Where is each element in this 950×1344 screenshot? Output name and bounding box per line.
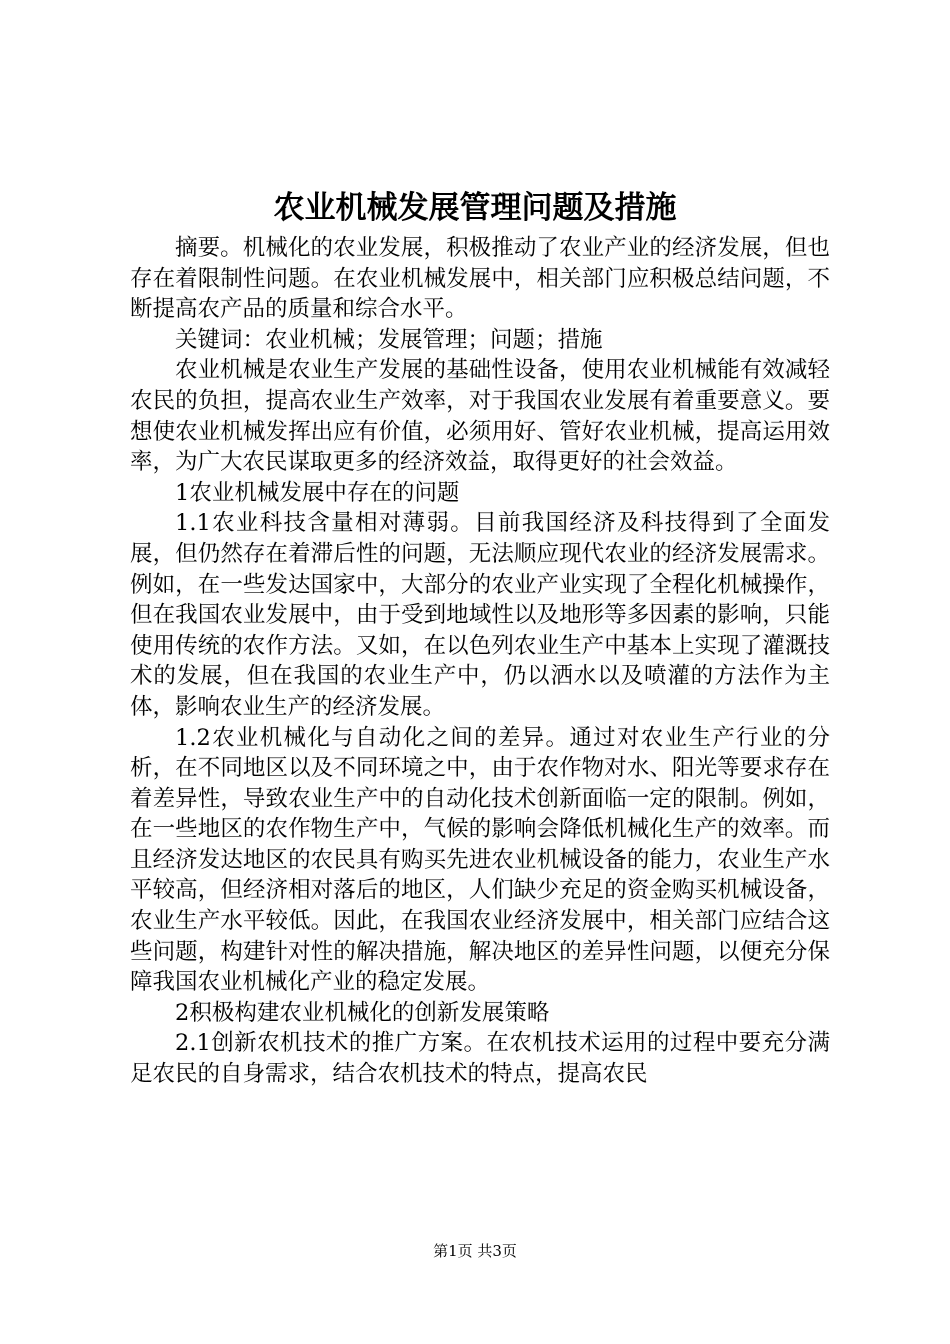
section-heading-2: 2积极构建农业机械化的创新发展策略 [175,999,550,1026]
keywords-paragraph: 关键词：农业机械；发展管理；问题；措施 [175,326,603,353]
page-number-footer: 第1页 共3页 [433,1242,517,1260]
document-body [130,233,830,1090]
page-title: 农业机械发展管理问题及措施 [273,190,677,226]
body-paragraph-1-1: 1.1农业科技含量相对薄弱。目前我国经济及科技得到了全面发展，但仍然存在着滞后性的问题，无法顺应现代农业的经济发展需求。例如，在一些发达国家中，大部分的农业产业实现了全程化机械操作，但在我国农业发展中，由于受到地域性以及地形等多因素的影响，只能使用传统的农作方法。又如，在以色列农业生产中基本上实现了灌溉技术的发展，但在我国的农业生产中，仍以洒水以及喷灌的方法作为主体，影响农业生产的经济发展。 [130,510,830,720]
abstract-paragraph: 摘要。机械化的农业发展，积极推动了农业产业的经济发展，但也存在着限制性问题。在农业机械发展中，相关部门应积极总结问题，不断提高农产品的质量和综合水平。 [130,235,830,323]
section-heading-1: 1农业机械发展中存在的问题 [175,479,460,506]
intro-paragraph: 农业机械是农业生产发展的基础性设备，使用农业机械能有效减轻农民的负担，提高农业生产效率，对于我国农业发展有着重要意义。要想使农业机械发挥出应有价值，必须用好、管好农业机械，提高运用效率，为广大农民谋取更多的经济效益，取得更好的社会效益。 [130,357,830,476]
body-paragraph-1-2: 1.2农业机械化与自动化之间的差异。通过对农业生产行业的分析，在不同地区以及不同环境之中，由于农作物对水、阳光等要求存在着差异性，导致农业生产中的自动化技术创新面临一定的限制。例如，在一些地区的农作物生产中，气候的影响会降低机械化生产的效率。而且经济发达地区的农民具有购买先进农业机械设备的能力，农业生产水平较高，但经济相对落后的地区，人们缺少充足的资金购买机械设备，农业生产水平较低。因此，在我国农业经济发展中，相关部门应结合这些问题，构建针对性的解决措施，解决地区的差异性问题，以便充分保障我国农业机械化产业的稳定发展。 [130,724,830,996]
body-paragraph-2-1: 2.1创新农机技术的推广方案。在农机技术运用的过程中要充分满足农民的自身需求，结合农机技术的特点，提高农民 [130,1030,830,1088]
